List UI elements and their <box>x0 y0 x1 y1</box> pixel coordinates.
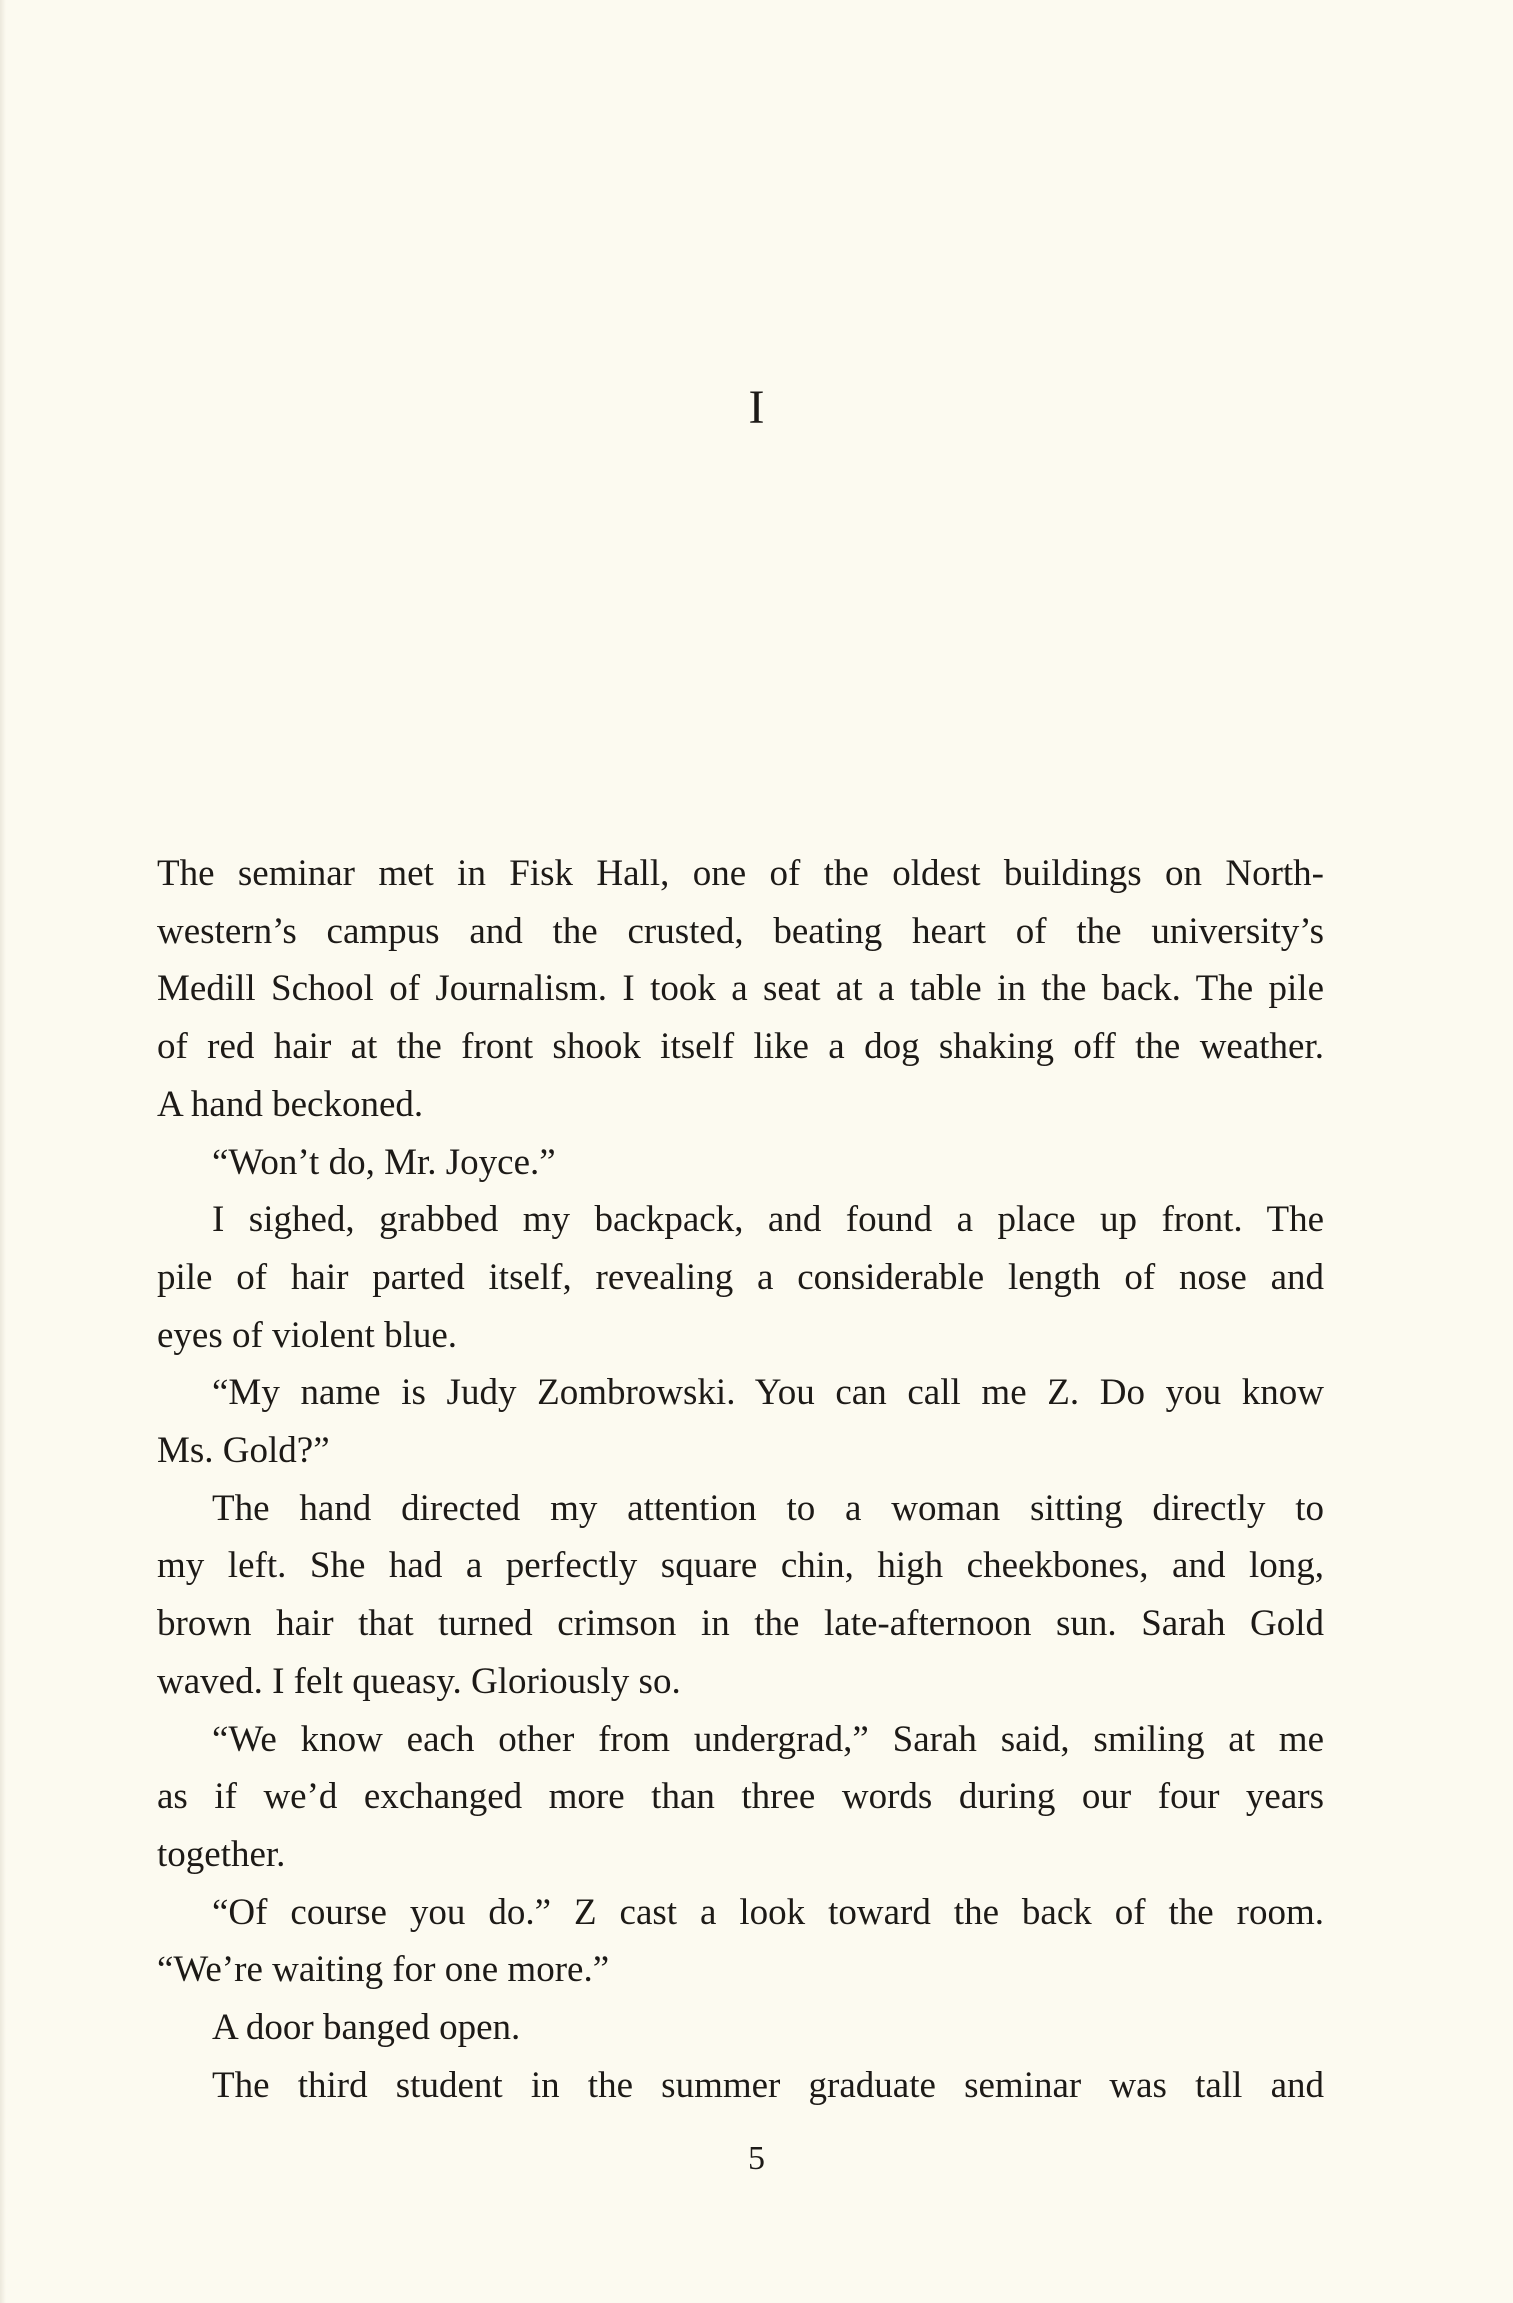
text-line: pile of hair parted itself, revealing a considerable length of nose and <box>157 1256 1324 1298</box>
text-line: brown hair that turned crimson in the late-afternoon sun. Sarah Gold <box>157 1603 1324 1645</box>
text-line: “Won’t do, Mr. Joyce.” <box>212 1141 556 1183</box>
chapter-number: I <box>748 381 765 434</box>
text-line: Ms. Gold?” <box>157 1430 330 1472</box>
text-line: as if we’d exchanged more than three words during our four years <box>157 1776 1324 1818</box>
page-edge-shadow <box>0 0 6 2303</box>
text-line: western’s campus and the crusted, beating heart of the university’s <box>157 910 1324 952</box>
text-line: A hand beckoned. <box>157 1083 424 1125</box>
text-line: eyes of violent blue. <box>157 1314 458 1356</box>
text-line: my left. She had a perfectly square chin, high cheekbones, and long, <box>157 1545 1324 1587</box>
text-line: together. <box>157 1833 286 1875</box>
text-line: The third student in the summer graduate seminar was tall and <box>212 2064 1324 2106</box>
text-line: “My name is Judy Zombrowski. You can call me Z. Do you know <box>212 1372 1324 1414</box>
text-line: “Of course you do.” Z cast a look toward the back of the room. <box>212 1891 1324 1933</box>
body-text <box>157 845 1324 2114</box>
text-line: of red hair at the front shook itself like a dog shaking off the weather. <box>157 1026 1324 1068</box>
text-line: I sighed, grabbed my backpack, and found a place up front. The <box>212 1199 1324 1241</box>
text-line: waved. I felt queasy. Gloriously so. <box>157 1660 681 1702</box>
text-line: “We know each other from undergrad,” Sarah said, smiling at me <box>212 1718 1324 1760</box>
text-line: “We’re waiting for one more.” <box>157 1949 610 1991</box>
text-line: A door banged open. <box>212 2007 521 2049</box>
text-line: The seminar met in Fisk Hall, one of the oldest buildings on North- <box>157 853 1324 894</box>
page-number: 5 <box>748 2140 765 2177</box>
text-line: Medill School of Journalism. I took a seat at a table in the back. The pile <box>157 968 1324 1010</box>
text-line: The hand directed my attention to a woman sitting directly to <box>212 1487 1324 1529</box>
